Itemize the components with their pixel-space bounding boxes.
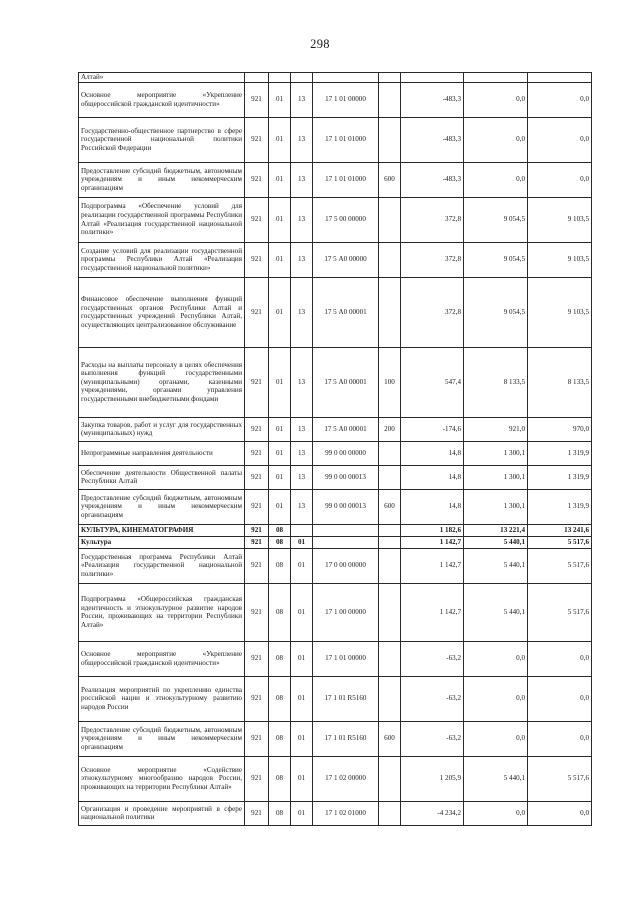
row-amount-1: 372,8 bbox=[401, 277, 464, 347]
row-admin-code: 921 bbox=[245, 441, 269, 465]
row-admin-code: 921 bbox=[245, 489, 269, 524]
row-subsection-code: 13 bbox=[291, 117, 313, 162]
table-row bbox=[79, 347, 592, 417]
row-target-article: 99 0 00 00013 bbox=[313, 465, 379, 489]
row-amount-3: 0,0 bbox=[528, 162, 592, 197]
row-target-article: 17 5 А0 00001 bbox=[313, 417, 379, 441]
row-section-code: 08 bbox=[269, 536, 291, 548]
table-row bbox=[79, 117, 592, 162]
row-name: Создание условий для реализации государственной программы Республики Алтай «Реализация государственной национальной политики» bbox=[79, 242, 245, 277]
row-subsection-code bbox=[291, 524, 313, 536]
row-amount-1: 1 142,7 bbox=[401, 583, 464, 641]
row-expense-type: 100 bbox=[379, 347, 401, 417]
table-row bbox=[79, 676, 592, 721]
row-target-article: 17 1 01 00000 bbox=[313, 82, 379, 117]
table-row bbox=[79, 465, 592, 489]
row-expense-type bbox=[379, 548, 401, 583]
row-section-code: 08 bbox=[269, 756, 291, 801]
row-section-code: 08 bbox=[269, 721, 291, 756]
table-row bbox=[79, 277, 592, 347]
row-amount-3: 0,0 bbox=[528, 801, 592, 825]
row-admin-code: 921 bbox=[245, 82, 269, 117]
row-amount-2: 9 054,5 bbox=[464, 197, 528, 242]
row-expense-type bbox=[379, 441, 401, 465]
row-admin-code: 921 bbox=[245, 162, 269, 197]
row-target-article: 17 5 00 00000 bbox=[313, 197, 379, 242]
row-amount-2: 1 300,1 bbox=[464, 465, 528, 489]
row-target-article: 17 1 01 01000 bbox=[313, 162, 379, 197]
row-subsection-code: 01 bbox=[291, 641, 313, 676]
row-admin-code: 921 bbox=[245, 801, 269, 825]
row-section-code: 08 bbox=[269, 801, 291, 825]
row-expense-type bbox=[379, 524, 401, 536]
row-admin-code: 921 bbox=[245, 197, 269, 242]
row-subsection-code: 01 bbox=[291, 756, 313, 801]
row-target-article: 17 1 02 00000 bbox=[313, 756, 379, 801]
row-name: Расходы на выплаты персоналу в целях обеспечения выполнения функций государственными (муниципальными) органами, казенными учреждениями, органами управления государственными внебюджетными фондами bbox=[79, 347, 245, 417]
row-target-article: 17 1 02 01000 bbox=[313, 801, 379, 825]
row-subsection-code: 01 bbox=[291, 676, 313, 721]
row-section-code: 08 bbox=[269, 676, 291, 721]
row-amount-2 bbox=[464, 73, 528, 83]
row-name: Подпрограмма «Обеспечение условий для реализации государственной программы Республики Алтай «Реализация государственной национальной политики» bbox=[79, 197, 245, 242]
row-expense-type bbox=[379, 465, 401, 489]
row-amount-2: 1 300,1 bbox=[464, 489, 528, 524]
row-target-article: 17 1 00 00000 bbox=[313, 583, 379, 641]
row-target-article: 17 1 01 R5160 bbox=[313, 676, 379, 721]
row-amount-1: 1 205,9 bbox=[401, 756, 464, 801]
row-name: Предоставление субсидий бюджетным, автономным учреждениям и иным некоммерческим организациям bbox=[79, 489, 245, 524]
row-target-article: 17 5 А0 00001 bbox=[313, 347, 379, 417]
row-amount-1: 372,8 bbox=[401, 242, 464, 277]
row-section-code: 01 bbox=[269, 417, 291, 441]
row-admin-code: 921 bbox=[245, 242, 269, 277]
budget-table bbox=[78, 72, 592, 826]
row-target-article bbox=[313, 524, 379, 536]
row-target-article bbox=[313, 536, 379, 548]
row-subsection-code: 13 bbox=[291, 197, 313, 242]
row-subsection-code: 01 bbox=[291, 801, 313, 825]
row-amount-3: 1 319,9 bbox=[528, 465, 592, 489]
table-row bbox=[79, 524, 592, 536]
row-name: Подпрограмма «Общероссийская гражданская идентичность и этнокультурное развитие народов России, проживающих на территории Республики Алтай» bbox=[79, 583, 245, 641]
row-admin-code: 921 bbox=[245, 347, 269, 417]
row-amount-3: 5 517,6 bbox=[528, 548, 592, 583]
row-amount-3: 1 319,9 bbox=[528, 489, 592, 524]
row-target-article: 17 1 01 00000 bbox=[313, 641, 379, 676]
row-section-code bbox=[269, 73, 291, 83]
row-expense-type bbox=[379, 197, 401, 242]
row-name: Финансовое обеспечение выполнения функций государственных органов Республики Алтай и государственных учреждений Республики Алтай, осуществляющих централизованное обслуживание bbox=[79, 277, 245, 347]
row-name: Предоставление субсидий бюджетным, автономным учреждениям и иным некоммерческим организациям bbox=[79, 162, 245, 197]
row-subsection-code: 01 bbox=[291, 548, 313, 583]
row-amount-3: 0,0 bbox=[528, 82, 592, 117]
row-expense-type bbox=[379, 117, 401, 162]
row-amount-3: 970,0 bbox=[528, 417, 592, 441]
row-expense-type: 600 bbox=[379, 162, 401, 197]
row-expense-type: 200 bbox=[379, 417, 401, 441]
row-amount-2: 0,0 bbox=[464, 82, 528, 117]
row-amount-3: 9 103,5 bbox=[528, 277, 592, 347]
row-name: Государственная программа Республики Алтай «Реализация государственной национальной политики» bbox=[79, 548, 245, 583]
row-admin-code: 921 bbox=[245, 417, 269, 441]
row-section-code: 01 bbox=[269, 465, 291, 489]
row-section-code: 08 bbox=[269, 524, 291, 536]
row-amount-1: 1 142,7 bbox=[401, 548, 464, 583]
row-admin-code: 921 bbox=[245, 756, 269, 801]
row-name: Культура bbox=[79, 536, 245, 548]
row-name: Обеспечение деятельности Общественной палаты Республики Алтай bbox=[79, 465, 245, 489]
row-amount-1: 1 182,6 bbox=[401, 524, 464, 536]
row-amount-1: -483,3 bbox=[401, 162, 464, 197]
row-name: Основное мероприятие «Укрепление общероссийской гражданской идентичности» bbox=[79, 641, 245, 676]
table-row bbox=[79, 583, 592, 641]
row-section-code: 01 bbox=[269, 347, 291, 417]
page-number: 298 bbox=[310, 37, 330, 51]
row-expense-type bbox=[379, 277, 401, 347]
row-amount-3: 5 517,6 bbox=[528, 756, 592, 801]
row-section-code: 08 bbox=[269, 583, 291, 641]
row-amount-1: -4 234,2 bbox=[401, 801, 464, 825]
row-amount-3: 1 319,9 bbox=[528, 441, 592, 465]
row-amount-3 bbox=[528, 73, 592, 83]
table-row bbox=[79, 721, 592, 756]
row-expense-type bbox=[379, 242, 401, 277]
row-name: Государственно-общественное партнерство в сфере государственной национальной политики Российской Федерации bbox=[79, 117, 245, 162]
row-admin-code bbox=[245, 73, 269, 83]
row-target-article: 99 0 00 00013 bbox=[313, 489, 379, 524]
row-section-code: 01 bbox=[269, 242, 291, 277]
row-admin-code: 921 bbox=[245, 465, 269, 489]
row-subsection-code: 13 bbox=[291, 465, 313, 489]
row-amount-3: 0,0 bbox=[528, 721, 592, 756]
row-name: Непрограммные направления деятельности bbox=[79, 441, 245, 465]
row-expense-type: 600 bbox=[379, 721, 401, 756]
row-amount-1: 372,8 bbox=[401, 197, 464, 242]
row-section-code: 01 bbox=[269, 162, 291, 197]
row-amount-3: 5 517,6 bbox=[528, 536, 592, 548]
row-section-code: 01 bbox=[269, 277, 291, 347]
row-amount-3: 5 517,6 bbox=[528, 583, 592, 641]
row-target-article: 99 0 00 00000 bbox=[313, 441, 379, 465]
row-amount-1: 14,8 bbox=[401, 441, 464, 465]
row-admin-code: 921 bbox=[245, 117, 269, 162]
table-row bbox=[79, 801, 592, 825]
row-amount-1: 1 142,7 bbox=[401, 536, 464, 548]
row-amount-2: 9 054,5 bbox=[464, 277, 528, 347]
row-admin-code: 921 bbox=[245, 641, 269, 676]
row-expense-type bbox=[379, 82, 401, 117]
row-amount-1: -483,3 bbox=[401, 117, 464, 162]
row-subsection-code bbox=[291, 73, 313, 83]
row-amount-2: 8 133,5 bbox=[464, 347, 528, 417]
row-target-article: 17 0 00 00000 bbox=[313, 548, 379, 583]
row-expense-type bbox=[379, 676, 401, 721]
row-admin-code: 921 bbox=[245, 277, 269, 347]
row-amount-3: 0,0 bbox=[528, 641, 592, 676]
row-subsection-code: 13 bbox=[291, 277, 313, 347]
row-amount-2: 13 221,4 bbox=[464, 524, 528, 536]
row-amount-2: 0,0 bbox=[464, 721, 528, 756]
row-section-code: 08 bbox=[269, 641, 291, 676]
row-subsection-code: 13 bbox=[291, 347, 313, 417]
row-section-code: 01 bbox=[269, 197, 291, 242]
row-amount-3: 9 103,5 bbox=[528, 242, 592, 277]
row-expense-type bbox=[379, 73, 401, 83]
row-amount-2: 5 440,1 bbox=[464, 536, 528, 548]
row-name: Реализация мероприятий по укреплению единства российской нации и этнокультурному развитию народов России bbox=[79, 676, 245, 721]
table-row bbox=[79, 197, 592, 242]
row-name: Предоставление субсидий бюджетным, автономным учреждениям и иным некоммерческим организациям bbox=[79, 721, 245, 756]
row-target-article: 17 1 01 R5160 bbox=[313, 721, 379, 756]
row-amount-1: -63,2 bbox=[401, 721, 464, 756]
row-admin-code: 921 bbox=[245, 548, 269, 583]
row-subsection-code: 01 bbox=[291, 721, 313, 756]
row-expense-type bbox=[379, 801, 401, 825]
table-row bbox=[79, 536, 592, 548]
row-name: Алтай» bbox=[79, 73, 245, 83]
row-amount-2: 5 440,1 bbox=[464, 583, 528, 641]
row-expense-type bbox=[379, 641, 401, 676]
row-amount-1: -483,3 bbox=[401, 82, 464, 117]
table-row bbox=[79, 641, 592, 676]
row-section-code: 01 bbox=[269, 489, 291, 524]
row-target-article: 17 5 А0 00001 bbox=[313, 277, 379, 347]
row-expense-type bbox=[379, 536, 401, 548]
row-amount-2: 921,0 bbox=[464, 417, 528, 441]
row-expense-type: 600 bbox=[379, 489, 401, 524]
row-name: Закупка товаров, работ и услуг для государственных (муниципальных) нужд bbox=[79, 417, 245, 441]
row-admin-code: 921 bbox=[245, 583, 269, 641]
row-amount-2: 0,0 bbox=[464, 162, 528, 197]
row-admin-code: 921 bbox=[245, 524, 269, 536]
row-amount-3: 0,0 bbox=[528, 676, 592, 721]
row-amount-1 bbox=[401, 73, 464, 83]
row-admin-code: 921 bbox=[245, 721, 269, 756]
row-admin-code: 921 bbox=[245, 676, 269, 721]
table-row bbox=[79, 489, 592, 524]
table-row bbox=[79, 73, 592, 83]
row-target-article: 17 1 01 01000 bbox=[313, 117, 379, 162]
row-expense-type bbox=[379, 756, 401, 801]
row-amount-1: -63,2 bbox=[401, 676, 464, 721]
row-name: Организация и проведение мероприятий в сфере национальной политики bbox=[79, 801, 245, 825]
row-amount-3: 9 103,5 bbox=[528, 197, 592, 242]
row-target-article: 17 5 А0 00000 bbox=[313, 242, 379, 277]
row-name: Основное мероприятие «Содействие этнокультурному многообразию народов России, проживающих на территории Республики Алтай» bbox=[79, 756, 245, 801]
row-subsection-code: 01 bbox=[291, 536, 313, 548]
row-amount-2: 1 300,1 bbox=[464, 441, 528, 465]
row-subsection-code: 13 bbox=[291, 242, 313, 277]
table-row bbox=[79, 242, 592, 277]
table-row bbox=[79, 82, 592, 117]
row-amount-2: 0,0 bbox=[464, 117, 528, 162]
row-amount-1: -174,6 bbox=[401, 417, 464, 441]
row-amount-3: 8 133,5 bbox=[528, 347, 592, 417]
table-row bbox=[79, 162, 592, 197]
row-subsection-code: 01 bbox=[291, 583, 313, 641]
row-section-code: 01 bbox=[269, 82, 291, 117]
row-subsection-code: 13 bbox=[291, 441, 313, 465]
row-section-code: 01 bbox=[269, 117, 291, 162]
row-section-code: 01 bbox=[269, 441, 291, 465]
row-name: КУЛЬТУРА, КИНЕМАТОГРАФИЯ bbox=[79, 524, 245, 536]
row-amount-3: 13 241,6 bbox=[528, 524, 592, 536]
row-amount-1: 14,8 bbox=[401, 465, 464, 489]
table-row bbox=[79, 417, 592, 441]
table-body bbox=[79, 73, 592, 826]
row-subsection-code: 13 bbox=[291, 82, 313, 117]
row-name: Основное мероприятие «Укрепление общероссийской гражданской идентичности» bbox=[79, 82, 245, 117]
row-amount-2: 0,0 bbox=[464, 641, 528, 676]
row-amount-2: 0,0 bbox=[464, 676, 528, 721]
row-amount-2: 5 440,1 bbox=[464, 756, 528, 801]
table-row bbox=[79, 756, 592, 801]
row-amount-2: 0,0 bbox=[464, 801, 528, 825]
row-amount-2: 9 054,5 bbox=[464, 242, 528, 277]
row-subsection-code: 13 bbox=[291, 162, 313, 197]
table-row bbox=[79, 441, 592, 465]
row-subsection-code: 13 bbox=[291, 489, 313, 524]
table-row bbox=[79, 548, 592, 583]
row-amount-2: 5 440,1 bbox=[464, 548, 528, 583]
row-amount-1: 14,8 bbox=[401, 489, 464, 524]
row-amount-3: 0,0 bbox=[528, 117, 592, 162]
row-amount-1: -63,2 bbox=[401, 641, 464, 676]
row-admin-code: 921 bbox=[245, 536, 269, 548]
row-subsection-code: 13 bbox=[291, 417, 313, 441]
row-amount-1: 547,4 bbox=[401, 347, 464, 417]
row-section-code: 08 bbox=[269, 548, 291, 583]
row-expense-type bbox=[379, 583, 401, 641]
row-target-article bbox=[313, 73, 379, 83]
